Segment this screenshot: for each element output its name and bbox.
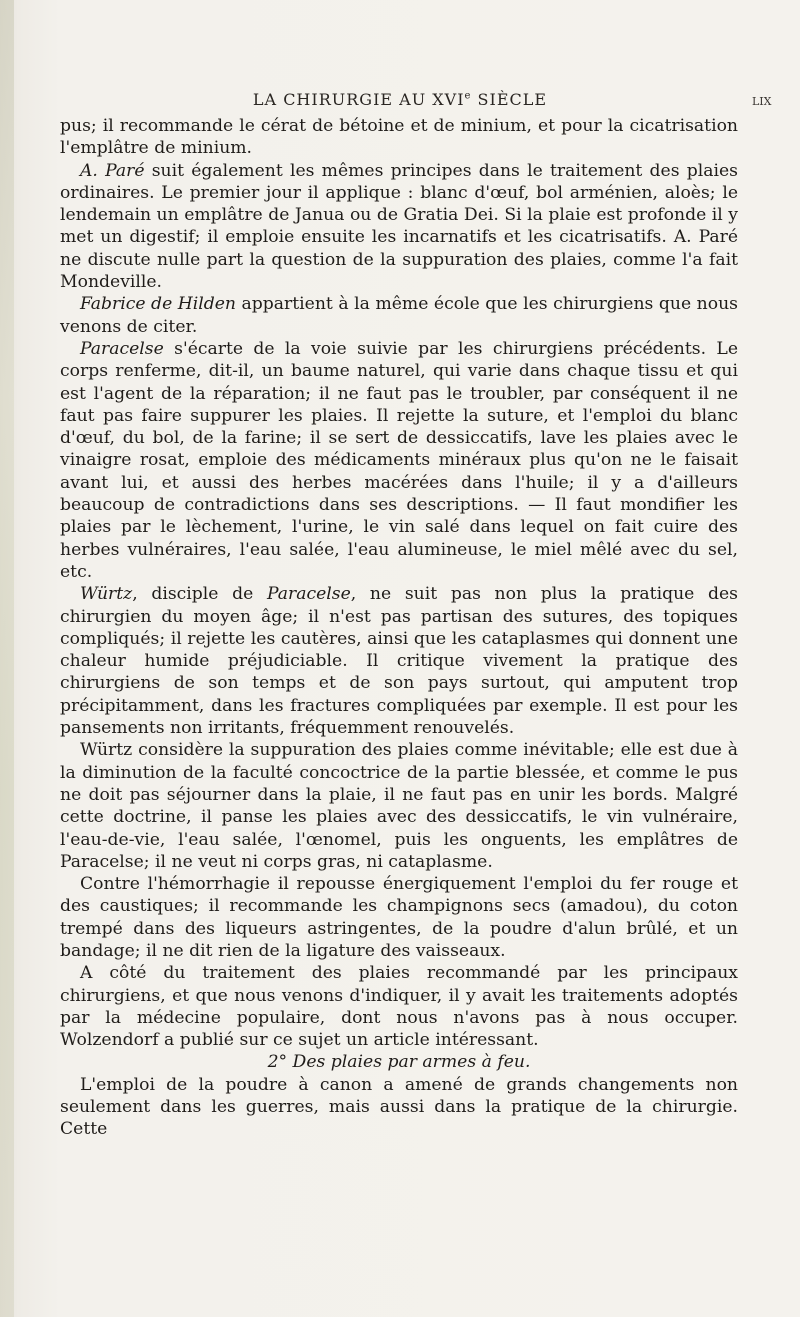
paragraph-5-mid: , disciple de (132, 584, 267, 605)
header-title-suffix: SIÈCLE (471, 90, 548, 109)
name-pare: A. Paré (80, 160, 145, 181)
paragraph-1: pus; il recommande le cérat de bétoine et de minium, et pour la cicatrisation l'emplâtre de minium. (60, 116, 738, 159)
name-paracelse-2: Paracelse (267, 584, 351, 605)
section-title: 2° Des plaies par armes à feu. (267, 1052, 531, 1073)
name-fabrice: Fabrice de Hilden (80, 294, 237, 315)
paragraph-3 (60, 293, 738, 338)
header-title-sup: e (464, 90, 472, 102)
running-header (250, 90, 550, 109)
paragraph-9: L'emploi de la poudre à canon a amené de grands changements non seulement dans les guerres, mais aussi dans la pratique de la chirurgie. Cette (60, 1074, 738, 1140)
page-edge (0, 0, 14, 1317)
paragraph-7: Contre l'hémorrhagie il repousse énergiquement l'emploi du fer rouge et des caustiques; il recommande les champignons secs (amadou), du coton trempé dans des liqueurs astringentes, de la poudre d'alun brûlé, et un bandage; il ne dit rien de la ligature des vaisseaux. (60, 874, 738, 961)
paragraph-5-text: , ne suit pas non plus la pratique des chirurgien du moyen âge; il n'est pas partisan des sutures, des topiques compliqués; il rejette les cautères, ainsi que les cataplasmes qui donnent une chaleur humide préjudiciable. Il critique vivement la pratique des chirurgiens de son temps et de son pays surtout, qui amputent trop précipitamment, dans les fractures compliquées par exemple. Il est pour les pansements non irritants, fréquemment renouvelés. (60, 584, 738, 739)
paragraph-4 (60, 338, 738, 583)
body-text (60, 115, 738, 1141)
paragraph-2 (60, 160, 738, 294)
header-title-prefix: LA CHIRURGIE AU XVI (252, 90, 465, 109)
paragraph-6: Würtz considère la suppuration des plaies comme inévitable; elle est due à la diminution de la faculté concoctrice de la partie blessée, et comme le pus ne doit pas séjourner dans la plaie, il ne faut pas en unir les bords. Malgré cette doctrine, il panse les plaies avec des dessiccatifs, le vin vulnéraire, l'eau-de-vie, l'eau salée, l'œnomel, puis les onguents, les emplâtres de Paracelse; il ne veut ni corps gras, ni cataplasme. (60, 740, 738, 872)
paragraph-4-text: s'écarte de la voie suivie par les chirurgiens précédents. Le corps renferme, dit-il, un baume naturel, qui varie dans chaque tissu et qui est l'agent de la réparation; il ne faut pas le troubler, par conséquent il ne faut pas faire suppurer les plaies. Il rejette la suture, et l'emploi du blanc d'œuf, du bol, de la farine; il se sert de dessiccatifs, lave les plaies avec le vinaigre rosat, emploie des médicaments minéraux plus qu'on ne le faisait avant lui, et aussi des herbes macérées dans l'huile; il y a d'ailleurs beaucoup de contradictions dans ses descriptions. — Il faut mondifier les plaies par le lèchement, l'urine, le vin salé dans lequel on fait cuire des herbes vulnéraires, l'eau salée, l'eau alumineuse, le miel mêlé avec du sel, etc. (60, 338, 738, 582)
paragraph-8: A côté du traitement des plaies recommandé par les principaux chirurgiens, et que nous venons d'indiquer, il y avait les traitements adoptés par la médecine populaire, dont nous n'avons pas à nous occuper. Wolzendorf a publié sur ce sujet un article intéressant. (60, 963, 738, 1051)
page-number: LIX (752, 95, 772, 108)
name-wurtz: Würtz (80, 584, 133, 605)
paragraph-2-text: suit également les mêmes principes dans le traitement des plaies ordinaires. Le premier jour il applique : blanc d'œuf, bol arménien, aloès; le lendemain un emplâtre de Janua ou de Gratia Dei. Si la plaie est profonde il y met un digestif; il emploie ensuite les incarnatifs et les cicatrisatifs. A. Paré ne discute nulle part la question de la suppuration des plaies, comme l'a fait Mondeville. (60, 160, 738, 293)
paragraph-3-text: appartient à la même école que les chirurgiens que nous venons de citer. (60, 294, 738, 337)
name-paracelse: Paracelse (80, 338, 164, 359)
paragraph-5 (60, 583, 738, 739)
